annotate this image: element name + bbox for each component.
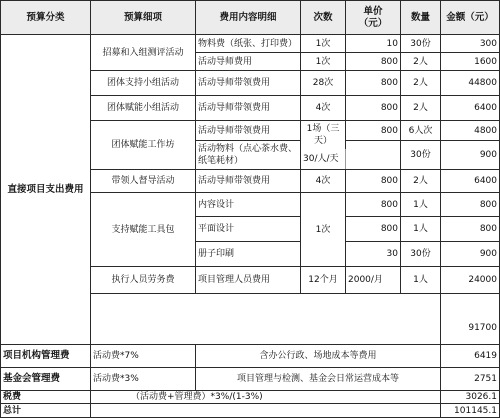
times-cell: 1次 bbox=[300, 192, 346, 267]
amount-cell: 44800 bbox=[440, 70, 500, 96]
price-cell: 800 bbox=[345, 169, 401, 193]
quantity-cell: 30份 bbox=[400, 34, 441, 53]
amount-cell: 800 bbox=[440, 192, 500, 217]
total-label: 总计 bbox=[0, 403, 91, 418]
price-cell: 800 bbox=[345, 52, 401, 71]
header-unit-price: 单价 （元） bbox=[345, 0, 401, 35]
item-toolkit: 支持赋能工具包 bbox=[90, 192, 196, 267]
detail-materials: 物料费（纸张、打印费） bbox=[195, 34, 301, 53]
detail-pm-fee: 项目管理人员费用 bbox=[195, 266, 301, 294]
quantity-cell: 2人 bbox=[400, 70, 441, 96]
header-quantity: 数量 bbox=[400, 0, 441, 35]
org-mgmt-desc: 含办公行政、场地成本等费用 bbox=[195, 344, 441, 368]
times-cell: 1场（三天） bbox=[300, 120, 346, 150]
detail-content-design: 内容设计 bbox=[195, 192, 301, 217]
item-workshop: 团体赋能工作坊 bbox=[90, 120, 196, 170]
amount-cell: 800 bbox=[440, 216, 500, 242]
foundation-amount: 2751 bbox=[440, 367, 500, 391]
header-amount: 金额（元） bbox=[440, 0, 500, 35]
price-cell: 800 bbox=[345, 216, 401, 242]
detail-graphic-design: 平面设计 bbox=[195, 216, 301, 242]
header-times: 次数 bbox=[300, 0, 346, 35]
tax-label: 税费 bbox=[0, 390, 91, 404]
item-support-group: 团体支持小组活动 bbox=[90, 70, 196, 96]
quantity-cell: 1人 bbox=[400, 192, 441, 217]
header-detail: 费用内容明细 bbox=[195, 0, 301, 35]
detail-booklet: 册子印刷 bbox=[195, 241, 301, 267]
foundation-rate: 活动费*3% bbox=[90, 367, 196, 391]
price-cell: 10 bbox=[345, 34, 401, 53]
section-direct-label: 直接项目支出费用 bbox=[0, 34, 91, 345]
quantity-cell: 2人 bbox=[400, 95, 441, 121]
org-mgmt-rate: 活动费*7% bbox=[90, 344, 196, 368]
detail-lead-mentor: 活动导师带领费用 bbox=[195, 120, 301, 141]
detail-lead-mentor: 活动导师带领费用 bbox=[195, 95, 301, 121]
times-cell: 4次 bbox=[300, 95, 346, 121]
tax-amount: 3026.1 bbox=[440, 390, 500, 404]
item-empower-group: 团体赋能小组活动 bbox=[90, 95, 196, 121]
quantity-cell: 30份 bbox=[400, 241, 441, 267]
header-category: 预算分类 bbox=[0, 0, 91, 35]
quantity-cell: 1人 bbox=[400, 216, 441, 242]
detail-mentor: 活动导师费用 bbox=[195, 52, 301, 71]
price-cell: 2000/月 bbox=[345, 266, 401, 294]
subtotal-blank bbox=[90, 293, 441, 345]
detail-lead-mentor: 活动导师带领费用 bbox=[195, 70, 301, 96]
amount-cell: 6400 bbox=[440, 169, 500, 193]
amount-cell: 300 bbox=[440, 34, 500, 53]
org-mgmt-amount: 6419 bbox=[440, 344, 500, 368]
times-cell: 12个月 bbox=[300, 266, 346, 294]
price-cell: 30 bbox=[345, 241, 401, 267]
foundation-desc: 项目管理与检测、基金会日常运营成本等 bbox=[195, 367, 441, 391]
times-cell: 4次 bbox=[300, 169, 346, 193]
quantity-cell: 6人次 bbox=[400, 120, 441, 141]
times-cell: 1次 bbox=[300, 52, 346, 71]
item-staff: 执行人员劳务费 bbox=[90, 266, 196, 294]
detail-lead-mentor: 活动导师带领费用 bbox=[195, 169, 301, 193]
subtotal-amount: 91700 bbox=[440, 293, 500, 345]
total-amount: 101145.1 bbox=[440, 403, 500, 418]
quantity-cell: 30份 bbox=[400, 140, 441, 170]
amount-cell: 4800 bbox=[440, 120, 500, 141]
quantity-cell: 1人 bbox=[400, 266, 441, 294]
price-cell: 800 bbox=[345, 95, 401, 121]
org-mgmt-label: 项目机构管理费 bbox=[0, 344, 91, 368]
amount-cell: 24000 bbox=[440, 266, 500, 294]
price-cell: 30/人/天 bbox=[300, 149, 360, 170]
tax-formula: （活动费+管理费）*3%/(1-3%) bbox=[90, 390, 441, 404]
item-recruit: 招募和入组测评活动 bbox=[90, 34, 196, 71]
amount-cell: 6400 bbox=[440, 95, 500, 121]
amount-cell: 900 bbox=[440, 241, 500, 267]
quantity-cell: 2人 bbox=[400, 52, 441, 71]
times-cell: 1次 bbox=[300, 34, 346, 53]
header-item: 预算细项 bbox=[90, 0, 196, 35]
price-cell: 800 bbox=[345, 70, 401, 96]
total-blank bbox=[90, 403, 441, 418]
amount-cell: 900 bbox=[440, 140, 500, 170]
price-cell: 800 bbox=[345, 120, 401, 141]
times-cell: 28次 bbox=[300, 70, 346, 96]
detail-activity-materials: 活动物料（点心茶水费、纸笔耗材） bbox=[195, 140, 301, 170]
foundation-label: 基金会管理费 bbox=[0, 367, 91, 391]
quantity-cell: 2人 bbox=[400, 169, 441, 193]
price-cell: 800 bbox=[345, 192, 401, 217]
amount-cell: 1600 bbox=[440, 52, 500, 71]
item-supervise: 带领人督导活动 bbox=[90, 169, 196, 193]
